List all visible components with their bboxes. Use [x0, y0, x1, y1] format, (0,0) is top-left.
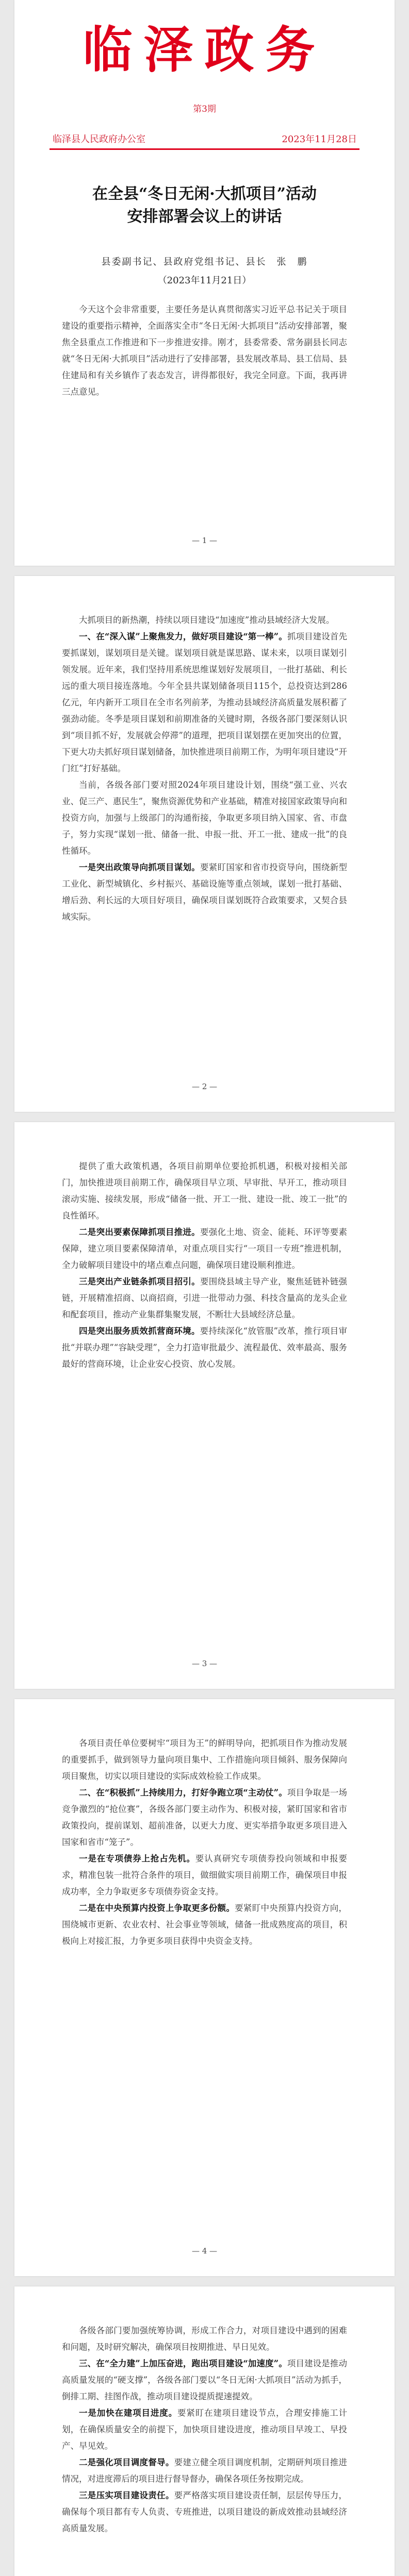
paragraph-text: 项目建设是推动高质量发展的“硬支撑”，各级各部门要以“冬日无闲·大抓项目”活动为抓手，倒排工期、挂图作战，推动项目建设提质提速提效。: [62, 2359, 348, 2401]
speech-title-line-2: 安排部署会议上的讲话: [127, 208, 282, 226]
paragraph-text: 要建立健全项目调度机制，定期研判项目推进情况，对进度滞后的项目进行督导督办，确保各项任务按期完成。: [62, 2458, 348, 2484]
page-5-body: [62, 2323, 347, 2537]
masthead: 临泽政务: [83, 21, 326, 79]
paragraph-lead: 一、在“深入谋”上聚焦发力，做好项目建设“第一棒”。: [79, 632, 287, 641]
page-4-body: [62, 1735, 347, 1950]
paragraph: [62, 629, 347, 777]
page-number: — 4 —: [191, 2246, 218, 2256]
paragraph-lead: 一是加快在建项目进度。: [79, 2408, 177, 2418]
paragraph: [62, 2454, 347, 2487]
paragraph-text: 要严格落实项目建设责任制，层层传导压力，确保每个项目都有专人负责、专班推进，以项目建设的新成效推动县域经济高质量发展。: [62, 2490, 348, 2533]
paragraph-lead: 二是在中央预算内投资上争取更多份额。: [79, 1903, 235, 1913]
publication-row: [53, 132, 357, 145]
paragraph: [62, 2323, 347, 2355]
paragraph: [62, 777, 347, 859]
speech-title-line-1: 在全县“冬日无闲·大抓项目”活动: [92, 185, 317, 203]
page-4: [14, 1699, 395, 2276]
page-1-body: [62, 301, 347, 400]
paragraph: [62, 1785, 347, 1851]
paragraph: [62, 1900, 347, 1950]
paragraph: [62, 1735, 347, 1785]
paragraph-text: 要围绕县域主导产业，聚焦延链补链强链，开展精准招商、以商招商，引进一批带动力强、科技含量高的龙头企业和配套项目，推动产业集群集聚发展，不断壮大县域经济总量。: [62, 1277, 348, 1319]
paragraph-text: 要紧盯国家和省市投资导向，围绕新型工业化、新型城镇化、乡村振兴、基础设施等重点领域，谋划一批打基础、增后劲、利长远的大项目好项目，确保项目谋划既符合政策要求，又契合县域实际。: [62, 862, 348, 922]
paragraph-text: 项目争取是一场竞争激烈的“抢位赛”，各级各部门要主动作为、积极对接，紧盯国家和省市政策投向，提前谋划、超前准备，以更大力度、更实举措争取更多项目进入国家和省市“笼子”。: [62, 1788, 348, 1847]
page-number: — 2 —: [191, 1082, 218, 1091]
page-number: — 1 —: [191, 536, 218, 545]
page-3-body: [62, 1158, 347, 1372]
paragraph-text: 要强化土地、资金、能耗、环评等要素保障，建立项目要素保障清单，对重点项目实行“一项目一专班”推进机制，全力破解项目建设中的堵点难点问题，确保项目建设顺利推进。: [62, 1227, 348, 1270]
paragraph: [62, 1158, 347, 1224]
paragraph-text: 各项目责任单位要树牢“项目为王”的鲜明导向，把抓项目作为推动发展的重要抓手，做到领导力量向项目集中、工作措施向项目倾斜、服务保障向项目聚焦，切实以项目建设的实际成效检验工作成果。: [62, 1738, 347, 1781]
paragraph-text: 要认真研究专项债券投向领域和申报要求，精准包装一批符合条件的项目，做细做实项目前期工作，确保项目申报成功率，全力争取更多专项债券资金支持。: [62, 1854, 348, 1896]
paragraph: [62, 859, 347, 925]
paragraph-lead: 三是突出产业链条抓项目招引。: [79, 1277, 200, 1286]
paragraph: [62, 612, 347, 629]
paragraph-lead: 一是突出政策导向抓项目谋划。: [79, 862, 200, 872]
author-line: 县委副书记、县政府党组书记、县长 张 鹏: [101, 257, 308, 267]
paragraph-text: 要持续深化“放管服”改革，推行项目审批“并联办理”“容缺受理”，全力打造审批最少、流程最优、效率最高、服务最好的营商环境，让企业安心投资、放心发展。: [62, 1326, 347, 1369]
page-5: [14, 2286, 395, 2576]
paragraph: [62, 2487, 347, 2537]
paragraph-text: 大抓项目的新热潮，持续以项目建设“加速度”推动县域经济大发展。: [79, 615, 335, 625]
publication-date: 2023年11月28日: [282, 134, 357, 145]
paragraph-lead: 二、在“积极抓”上持续用力，打好争跑立项“主动仗”。: [79, 1788, 287, 1798]
paragraph-text: 抓项目建设首先要抓谋划，谋划项目是关键。谋划项目就是谋思路、谋未来，以项目谋划引领发展。近年来，我们坚持用系统思维谋划好发展项目，一批打基础、利长远的重大项目接连落地。今年全县共谋划储备项目115个，总投资达到286亿元，年内新开工项目在全市名列前茅，为推动县域经济高质量发展积蓄了强劲动能。冬季是项目谋划和前期准备的关键时期，各级各部门要深刻认识到“项目抓不好，发展就会停滞”的道理，把项目谋划摆在更加突出的位置，下更大功夫抓好项目谋划储备，加快推进项目前期工作，为明年项目建设“开门红”打好基础。: [62, 632, 348, 773]
paragraph-text: 要紧盯中央预算内投资方向，围绕城市更新、农业农村、社会事业等领域，储备一批成熟度高的项目，积极向上对接汇报，力争更多项目获得中央资金支持。: [62, 1903, 348, 1946]
paragraph-lead: 四是突出服务质效抓营商环境。: [79, 1326, 200, 1336]
paragraph: [62, 1851, 347, 1900]
paragraph: [62, 1274, 347, 1323]
paragraph-lead: 二是突出要素保障抓项目推进。: [79, 1227, 200, 1237]
paragraph-text: 要紧盯在建项目建设节点，合理安排施工计划，在确保质量安全的前提下，加快项目建设进度，推动项目早竣工、早投产、早见效。: [62, 2408, 348, 2451]
paragraph: [62, 2355, 347, 2405]
red-divider: [50, 148, 359, 150]
page-2: [14, 576, 395, 1112]
paragraph: [62, 301, 347, 400]
page-1: [14, 0, 395, 566]
paragraph: [62, 1323, 347, 1372]
paragraph-text: 今天这个会非常重要，主要任务是认真贯彻落实习近平总书记关于项目建设的重要指示精神，全面落实全市“冬日无闲·大抓项目”活动安排部署，聚焦全县重点工作推进和下一步推进安排。刚才，县委常委、常务副县长同志就“冬日无闲·大抓项目”活动进行了安排部署，县发展改革局、县工信局、县住建局和有关乡镇作了表态发言，讲得都很好，我完全同意。下面，我再讲三点意见。: [62, 304, 347, 397]
publisher: 临泽县人民政府办公室: [53, 134, 145, 145]
paragraph-text: 当前，各级各部门要对照2024年项目建设计划，围绕“强工业、兴农业、促三产、惠民生”，聚焦资源优势和产业基础，精准对接国家政策导向和投资方向，加强与上级部门的沟通衔接，争取更多项目纳入国家、省、市盘子，努力实现“谋划一批、储备一批、申报一批、开工一批、建成一批”的良性循环。: [62, 780, 347, 856]
page-2-body: [62, 612, 347, 925]
page-3: [14, 1122, 395, 1689]
paragraph: [62, 1224, 347, 1274]
paragraph-lead: 三是压实项目建设责任。: [79, 2490, 174, 2500]
paragraph: [62, 2405, 347, 2454]
speech-date: （2023年11月21日）: [157, 275, 252, 286]
paragraph-lead: 一是在专项债券上抢占先机。: [79, 1854, 195, 1863]
paragraph-text: 各级各部门要加强统筹协调，形成工作合力，对项目建设中遇到的困难和问题，及时研究解决，确保项目按期推进、早日见效。: [62, 2326, 347, 2352]
paragraph-lead: 三、在“全力建”上加压奋进，跑出项目建设“加速度”。: [79, 2359, 287, 2368]
issue-number: 第3期: [193, 104, 216, 114]
paragraph-text: 提供了重大政策机遇，各项目前期单位要抢抓机遇，积极对接相关部门，加快推进项目前期工作，确保项目早立项、早审批、早开工，推动项目滚动实施、接续发展，形成“储备一批、开工一批、建设一批、竣工一批”的良性循环。: [62, 1161, 347, 1221]
page-number: — 3 —: [191, 1659, 218, 1668]
paragraph-lead: 二是强化项目调度督导。: [79, 2458, 174, 2467]
